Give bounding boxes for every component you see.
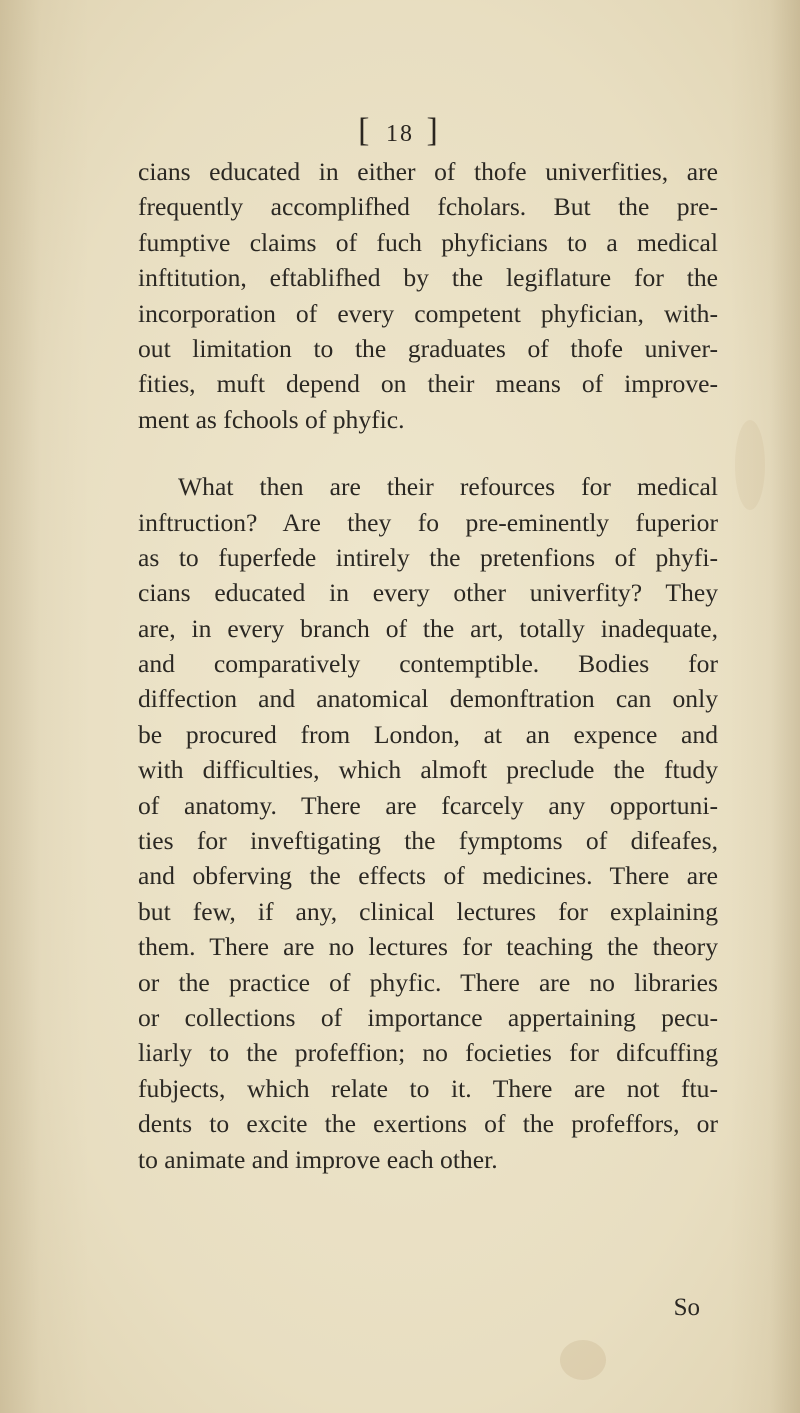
text-line: What then are their refources for medical (178, 472, 718, 502)
catchword: So (673, 1294, 700, 1321)
text-line: but few, if any, clinical lectures for explaining (138, 896, 718, 926)
text-line: frequently accomplifhed fcholars. But the pre- (138, 192, 718, 222)
text-line: with difficulties, which almoft preclude the ftudy (138, 755, 718, 785)
text-line: fities, muft depend on their means of improve- (138, 369, 718, 399)
text-line: are, in every branch of the art, totally inadequate, (138, 613, 718, 643)
text-line: and comparatively contemptible. Bodies for (138, 649, 718, 679)
running-head (0, 112, 800, 150)
text-line: incorporation of every competent phyfician, with- (138, 298, 718, 328)
text-line: cians educated in every other univerfity? They (138, 578, 718, 608)
text-line: be procured from London, at an expence and (138, 719, 718, 749)
text-line: fumptive claims of fuch phyficians to a medical (138, 227, 718, 257)
text-line: as to fuperfede intirely the pretenfions of phyfi- (138, 542, 718, 572)
text-line: cians educated in either of thofe univerfities, are (138, 157, 718, 186)
text-line: or collections of importance appertaining pecu- (138, 1002, 718, 1032)
body-text (138, 154, 718, 1177)
page-number: 18 (386, 121, 414, 147)
paper-stain (735, 420, 765, 510)
text-line: or the practice of phyfic. There are no libraries (138, 967, 718, 997)
text-line: inftitution, eftablifhed by the legiflature for the (138, 263, 718, 293)
text-line: dents to excite the exertions of the profeffors, or (138, 1109, 718, 1139)
paragraph-2 (138, 469, 718, 1177)
open-bracket: [ (358, 112, 374, 149)
text-line: ties for inveftigating the fymptoms of difeafes, (138, 826, 718, 856)
text-line: out limitation to the graduates of thofe univer- (138, 333, 718, 363)
text-line: and obferving the effects of medicines. There are (138, 861, 718, 891)
paragraph-gap (138, 437, 718, 469)
text-line: liarly to the profeffion; no focieties for difcuffing (138, 1038, 718, 1068)
text-line: inftruction? Are they fo pre-eminently fuperior (138, 507, 718, 537)
text-line: to animate and improve each other. (138, 1144, 498, 1174)
text-line: diffection and anatomical demonftration can only (138, 684, 718, 714)
paragraph-1 (138, 154, 718, 437)
paper-stain (560, 1340, 606, 1380)
text-line: fubjects, which relate to it. There are not ftu- (138, 1073, 718, 1103)
text-line: them. There are no lectures for teaching the theory (138, 932, 718, 962)
text-line: of anatomy. There are fcarcely any opportuni- (138, 790, 718, 820)
text-line: ment as fchools of phyfic. (138, 404, 405, 434)
close-bracket: ] (426, 112, 442, 149)
